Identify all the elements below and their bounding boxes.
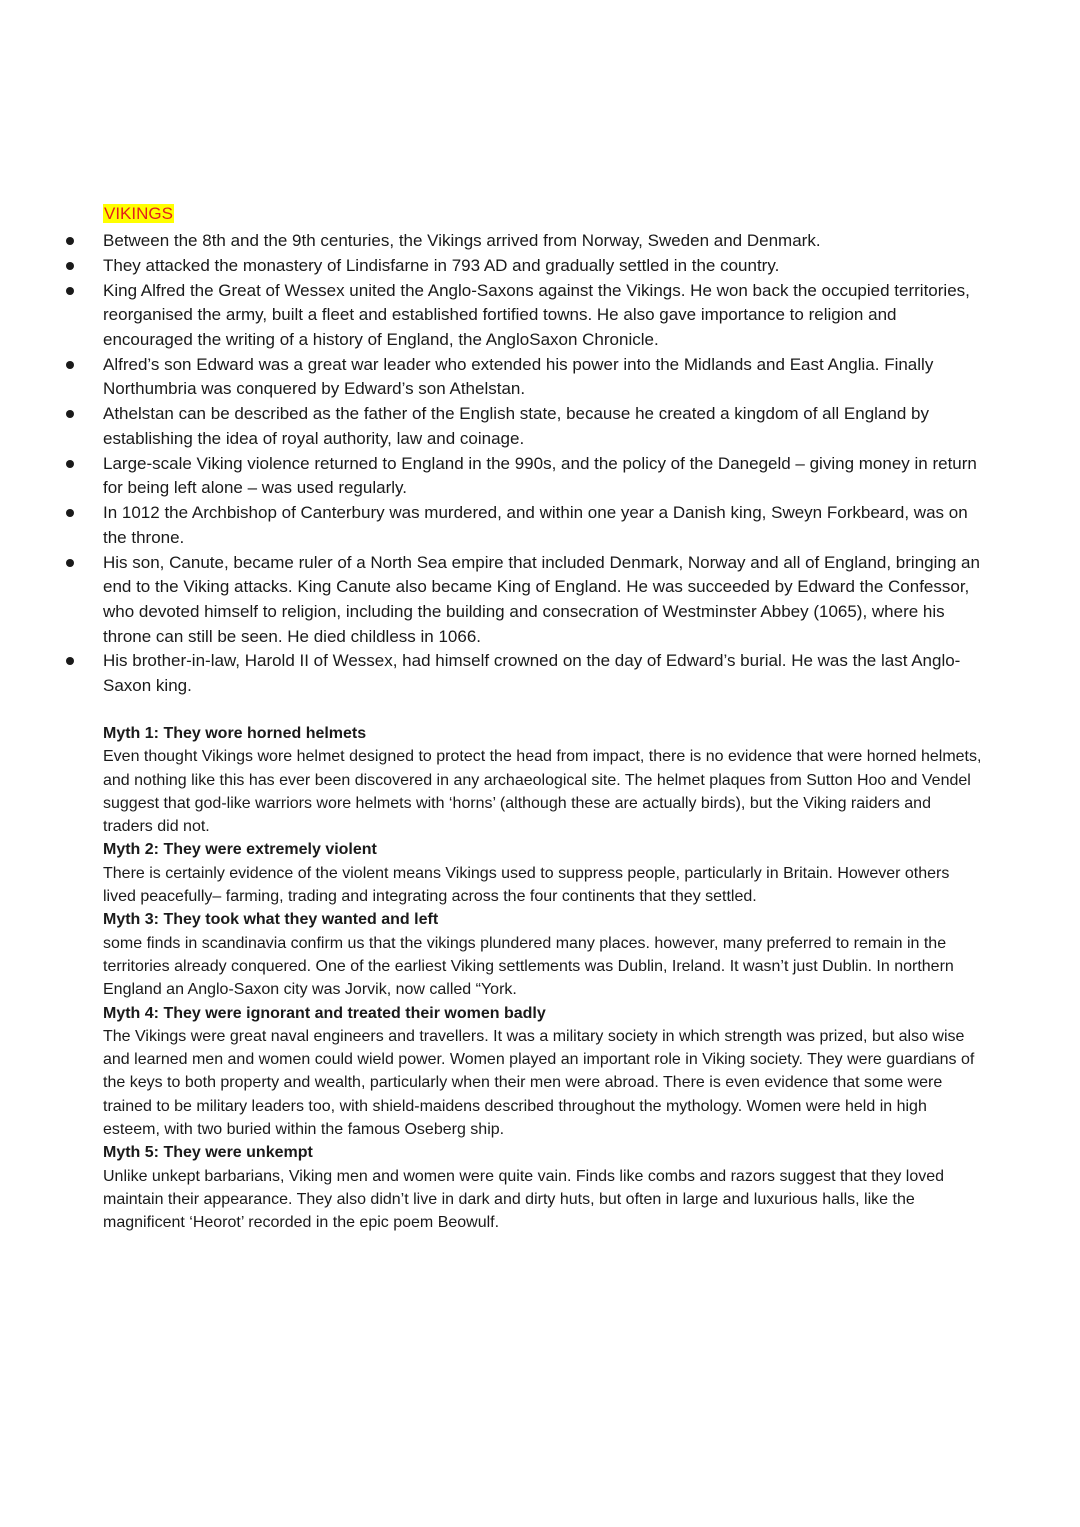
bullet-text: Between the 8th and the 9th centuries, the Vikings arrived from Norway, Sweden and Denmark. xyxy=(103,231,821,250)
bullet-dot-icon xyxy=(66,559,74,567)
bullet-item xyxy=(103,229,983,254)
bullet-item xyxy=(103,452,983,501)
myth-text: The Vikings were great naval engineers and travellers. It was a military society in which strength was prized, but also wise and learned men and women could wield power. Women played an important role in Viking society. They were guardians of the keys to both property and wealth, particularly when their men were abroad. There is even evidence that some were trained to be military leaders too, with shield-maidens described throughout the mythology. Women were held in high esteem, with two buried within the famous Oseberg ship. xyxy=(103,1027,975,1139)
myth-text: Unlike unkept barbarians, Viking men and women were quite vain. Finds like combs and razors suggest that they loved maintain their appearance. They also didn’t live in dark and dirty huts, but often in large and luxurious halls, like the magnificent ‘Heorot’ recorded in the epic poem Beowulf. xyxy=(103,1167,945,1232)
bullet-item xyxy=(103,501,983,550)
bullet-item xyxy=(103,649,983,698)
bullet-text: His brother-in-law, Harold II of Wessex, had himself crowned on the day of Edward’s burial. He was the last Anglo-Saxon king. xyxy=(103,651,961,696)
bullet-text: His son, Canute, became ruler of a North Sea empire that included Denmark, Norway and all of England, bringing an end to the Viking attacks. King Canute also became King of England. He was succeeded by Edward the Confessor, who devoted himself to religion, including the building and consecration of Westminster Abbey (1065), where his throne can still be seen. He died childless in 1066. xyxy=(103,552,980,646)
bullet-text: King Alfred the Great of Wessex united the Anglo-Saxons against the Vikings. He won back the occupied territories, reorganised the army, built a fleet and established fortified towns. He also gave importance to religion and encouraged the writing of a history of England, the AngloSaxon Chronicle. xyxy=(103,280,970,349)
myth-title: Myth 2: They were extremely violent xyxy=(103,841,377,859)
myths-section xyxy=(103,722,983,1235)
bullet-text: In 1012 the Archbishop of Canterbury was murdered, and within one year a Danish king, Sweyn Forkbeard, was on the throne. xyxy=(103,503,968,547)
myth-text: some finds in scandinavia confirm us that the vikings plundered many places. however, many preferred to remain in the territories already conquered. One of the earliest Viking settlements was Dublin, Ireland. It wasn’t just Dublin. In northern England an Anglo-Saxon city was Jorvik, now called “York. xyxy=(103,934,954,999)
myth-title: Myth 5: They were unkempt xyxy=(103,1144,313,1162)
bullet-item xyxy=(103,279,983,353)
myth-text: There is certainly evidence of the violent means Vikings used to suppress people, particularly in Britain. However others lived peacefully– farming, trading and integrating across the four continents that they settled. xyxy=(103,864,950,906)
bullet-dot-icon xyxy=(66,657,74,665)
myth-title: Myth 1: They wore horned helmets xyxy=(103,725,367,742)
bullet-dot-icon xyxy=(66,361,74,369)
bullet-dot-icon xyxy=(66,460,74,468)
bullet-list xyxy=(103,229,983,699)
bullet-item xyxy=(103,551,983,649)
bullet-dot-icon xyxy=(66,509,74,517)
bullet-item xyxy=(103,353,983,402)
bullet-dot-icon xyxy=(66,287,74,295)
myth-title: Myth 3: They took what they wanted and left xyxy=(103,911,439,929)
bullet-text: Athelstan can be described as the father of the English state, because he created a kingdom of all England by establishing the idea of royal authority, law and coinage. xyxy=(103,404,929,448)
bullet-item xyxy=(103,254,983,279)
myth-title: Myth 4: They were ignorant and treated their women badly xyxy=(103,1004,546,1022)
bullet-dot-icon xyxy=(66,262,74,270)
section-heading xyxy=(103,202,174,226)
bullet-dot-icon xyxy=(66,410,74,418)
heading-text: VIKINGS xyxy=(104,204,173,223)
myth-text: Even thought Vikings wore helmet designed to protect the head from impact, there is no evidence that were horned helmets, and nothing like this has ever been discovered in any archaeological site. The helmet plaques from Sutton Hoo and Vendel suggest that god-like warriors wore helmets with ‘horns’ (although these are actually birds), but the Viking raiders and traders did not. xyxy=(103,748,982,836)
bullet-text: Large-scale Viking violence returned to England in the 990s, and the policy of the Danegeld – giving money in return for being left alone – was used regularly. xyxy=(103,453,977,498)
bullet-item xyxy=(103,402,983,451)
bullet-text: Alfred’s son Edward was a great war leader who extended his power into the Midlands and East Anglia. Finally Northumbria was conquered by Edward’s son Athelstan. xyxy=(103,354,934,399)
bullet-dot-icon xyxy=(66,237,74,245)
bullet-text: They attacked the monastery of Lindisfarne in 793 AD and gradually settled in the country. xyxy=(103,255,780,275)
